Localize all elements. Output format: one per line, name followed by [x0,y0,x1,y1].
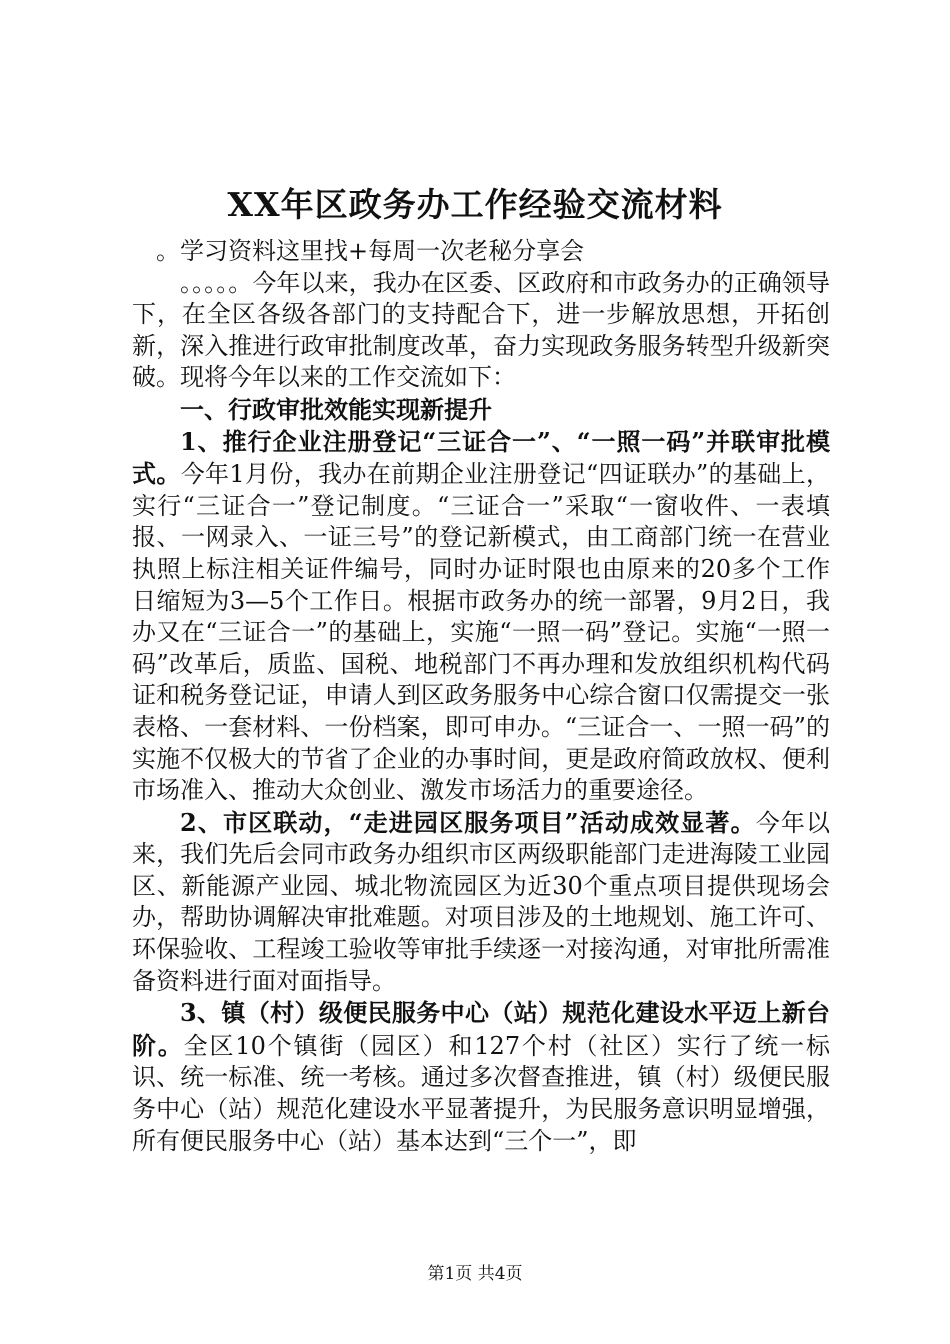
document-title: XX年区政务办工作经验交流材料 [227,185,723,224]
item-2-paragraph [132,807,830,998]
intro-paragraph: 。。。。。今年以来，我办在区委、区政府和市政务办的正确领导下，在全区各级各部门的支持配合下，进一步解放思想，开拓创新，深入推进行政审批制度改革，奋力实现政务服务转型升级新突破。现将今年以来的工作交流如下： [132,268,830,392]
page-footer: 第1页 共4页 [427,1264,523,1284]
item-1-paragraph [132,426,830,807]
ad-line: 。学习资料这里找+每周一次老秘分享会 [156,237,585,265]
item-2-body: 今年以来，我们先后会同市政务办组织市区两级职能部门走进海陵工业园区、新能源产业园、城北物流园区为近30个重点项目提供现场会办，帮助协调解决审批难题。对项目涉及的土地规划、施工许可、环保验收、工程竣工验收等审批手续逐一对接沟通，对审批所需准备资料进行面对面指导。 [132,808,831,995]
item-3-heading: 3、镇（村）级便民服务中心（站）规范化建设水平迈上新台阶。 [132,998,830,1060]
document-body [132,236,830,1157]
section-heading: 一、行政审批效能实现新提升 [180,394,492,424]
item-1-heading: 1、推行企业注册登记“三证合一”、“一照一码”并联审批模式。 [132,426,830,489]
item-3-paragraph [132,997,830,1157]
item-3-body: 全区10个镇街（园区）和127个村（社区）实行了统一标识、统一标准、统一考核。通过多次督查推进，镇（村）级便民服务中心（站）规范化建设水平显著提升，为民服务意识明显增强，所有便民服务中心（站）基本达到“三个一”，即 [132,1031,830,1155]
item-2-heading: 2、市区联动，“走进园区服务项目”活动成效显著。 [180,807,756,837]
item-1-body: 今年1月份，我办在前期企业注册登记“四证联办”的基础上，实行“三证合一”登记制度。“三证合一”采取“一窗收件、一表填报、一网录入、一证三号”的登记新模式，由工商部门统一在营业执照上标注相关证件编号，同时办证时限也由原来的20多个工作日缩短为3—5个工作日。根据市政务办的统一部署，9月2日，我办又在“三证合一”的基础上，实施“一照一码”登记。实施“一照一码”改革后，质监、国税、地税部门不再办理和发放组织机构代码证和税务登记证，申请人到区政务服务中心综合窗口仅需提交一张表格、一套材料、一份档案，即可申办。“三证合一、一照一码”的实施不仅极大的节省了企业的办事时间，更是政府简政放权、便利市场准入、推动大众创业、激发市场活力的重要途径。 [132,460,830,805]
